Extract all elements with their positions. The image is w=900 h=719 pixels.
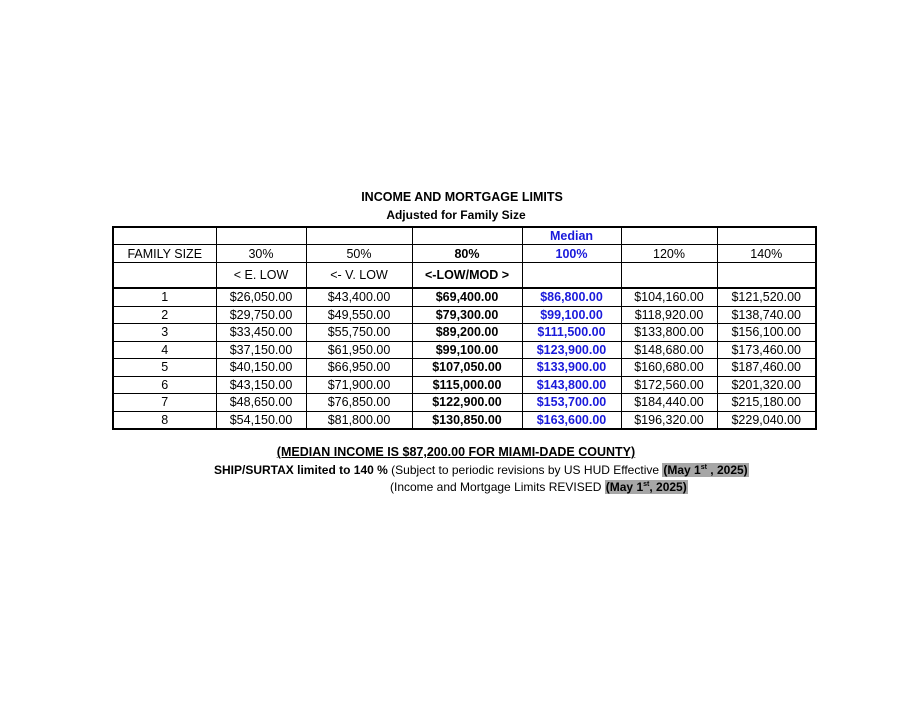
income-limit-cell: $37,150.00	[216, 341, 306, 359]
income-limit-cell: $148,680.00	[621, 341, 717, 359]
income-limit-cell: $54,150.00	[216, 411, 306, 429]
income-limit-cell: $89,200.00	[412, 324, 522, 342]
ship-surtax-label: SHIP/SURTAX limited to 140 %	[214, 463, 388, 477]
percent-header-50: 50%	[306, 245, 412, 263]
category-header-row	[113, 263, 816, 289]
family-size-cell: 4	[113, 341, 216, 359]
header-cell	[306, 227, 412, 245]
income-limit-cell: $163,600.00	[522, 411, 621, 429]
revised-date-sup: st	[643, 481, 650, 488]
percent-header-120: 120%	[621, 245, 717, 263]
header-cell	[113, 227, 216, 245]
income-limit-cell: $172,560.00	[621, 376, 717, 394]
family-size-cell: 1	[113, 288, 216, 306]
family-size-header: FAMILY SIZE	[113, 245, 216, 263]
income-limit-cell: $122,900.00	[412, 394, 522, 412]
document-title: INCOME AND MORTGAGE LIMITS	[361, 190, 563, 204]
income-limit-cell: $49,550.00	[306, 306, 412, 324]
income-limit-cell: $173,460.00	[717, 341, 816, 359]
income-limits-table	[112, 226, 817, 430]
income-limit-cell: $115,000.00	[412, 376, 522, 394]
income-limit-cell: $215,180.00	[717, 394, 816, 412]
header-cell	[113, 263, 216, 289]
income-limit-cell: $43,400.00	[306, 288, 412, 306]
percent-header-row	[113, 245, 816, 263]
income-limit-cell: $123,900.00	[522, 341, 621, 359]
income-limit-cell: $196,320.00	[621, 411, 717, 429]
income-limit-cell: $143,800.00	[522, 376, 621, 394]
family-size-cell: 8	[113, 411, 216, 429]
family-size-cell: 2	[113, 306, 216, 324]
category-extremely-low: < E. LOW	[216, 263, 306, 289]
table-row	[113, 411, 816, 429]
income-limit-cell: $184,440.00	[621, 394, 717, 412]
percent-header-100: 100%	[522, 245, 621, 263]
effective-date-highlight	[662, 463, 748, 477]
income-limit-cell: $107,050.00	[412, 359, 522, 377]
income-limit-cell: $43,150.00	[216, 376, 306, 394]
income-limit-cell: $156,100.00	[717, 324, 816, 342]
income-limit-cell: $153,700.00	[522, 394, 621, 412]
income-limit-cell: $133,800.00	[621, 324, 717, 342]
table-row	[113, 394, 816, 412]
table-row	[113, 288, 816, 306]
income-limit-cell: $138,740.00	[717, 306, 816, 324]
family-size-cell: 5	[113, 359, 216, 377]
category-very-low: <- V. LOW	[306, 263, 412, 289]
income-limit-cell: $69,400.00	[412, 288, 522, 306]
income-limit-cell: $99,100.00	[522, 306, 621, 324]
income-limit-cell: $79,300.00	[412, 306, 522, 324]
table-row	[113, 324, 816, 342]
income-limit-cell: $66,950.00	[306, 359, 412, 377]
income-limit-cell: $130,850.00	[412, 411, 522, 429]
income-limit-cell: $160,680.00	[621, 359, 717, 377]
table-row	[113, 306, 816, 324]
income-limit-cell: $229,040.00	[717, 411, 816, 429]
percent-header-30: 30%	[216, 245, 306, 263]
income-limit-cell: $81,800.00	[306, 411, 412, 429]
income-limit-cell: $61,950.00	[306, 341, 412, 359]
revised-date-highlight	[605, 480, 688, 494]
income-limit-cell: $133,900.00	[522, 359, 621, 377]
ship-surtax-text: (Subject to periodic revisions by US HUD Effective	[387, 463, 663, 477]
revised-note	[390, 480, 688, 494]
ship-surtax-note	[214, 463, 749, 477]
income-limit-cell: $104,160.00	[621, 288, 717, 306]
table-row	[113, 341, 816, 359]
document-subtitle: Adjusted for Family Size	[386, 208, 526, 222]
header-cell	[412, 227, 522, 245]
income-limit-cell: $55,750.00	[306, 324, 412, 342]
income-limit-cell: $86,800.00	[522, 288, 621, 306]
income-limit-cell: $71,900.00	[306, 376, 412, 394]
income-limit-cell: $76,850.00	[306, 394, 412, 412]
income-limit-cell: $111,500.00	[522, 324, 621, 342]
family-size-cell: 3	[113, 324, 216, 342]
table-row	[113, 359, 816, 377]
family-size-cell: 6	[113, 376, 216, 394]
median-income-note: (MEDIAN INCOME IS $87,200.00 FOR MIAMI-DADE COUNTY)	[276, 445, 636, 459]
revised-text: (Income and Mortgage Limits REVISED	[390, 480, 605, 494]
effective-date-sup: st	[700, 464, 707, 471]
median-header-row	[113, 227, 816, 245]
header-cell	[621, 227, 717, 245]
income-limit-cell: $201,320.00	[717, 376, 816, 394]
income-limit-cell: $33,450.00	[216, 324, 306, 342]
median-label: Median	[522, 227, 621, 245]
table-body	[113, 288, 816, 429]
income-limit-cell: $121,520.00	[717, 288, 816, 306]
effective-date-post: , 2025)	[706, 463, 748, 477]
income-limit-cell: $26,050.00	[216, 288, 306, 306]
income-limit-cell: $187,460.00	[717, 359, 816, 377]
header-cell	[717, 227, 816, 245]
income-limit-cell: $118,920.00	[621, 306, 717, 324]
percent-header-80: 80%	[412, 245, 522, 263]
income-limit-cell: $29,750.00	[216, 306, 306, 324]
revised-date-pre: (May 1	[605, 480, 644, 494]
header-cell	[522, 263, 621, 289]
family-size-cell: 7	[113, 394, 216, 412]
header-cell	[717, 263, 816, 289]
table-row	[113, 376, 816, 394]
effective-date-pre: (May 1	[663, 463, 701, 477]
revised-date-post: , 2025)	[649, 480, 687, 494]
income-limit-cell: $48,650.00	[216, 394, 306, 412]
percent-header-140: 140%	[717, 245, 816, 263]
income-limit-cell: $40,150.00	[216, 359, 306, 377]
income-limit-cell: $99,100.00	[412, 341, 522, 359]
header-cell	[621, 263, 717, 289]
header-cell	[216, 227, 306, 245]
category-low-mod: <-LOW/MOD >	[412, 263, 522, 289]
